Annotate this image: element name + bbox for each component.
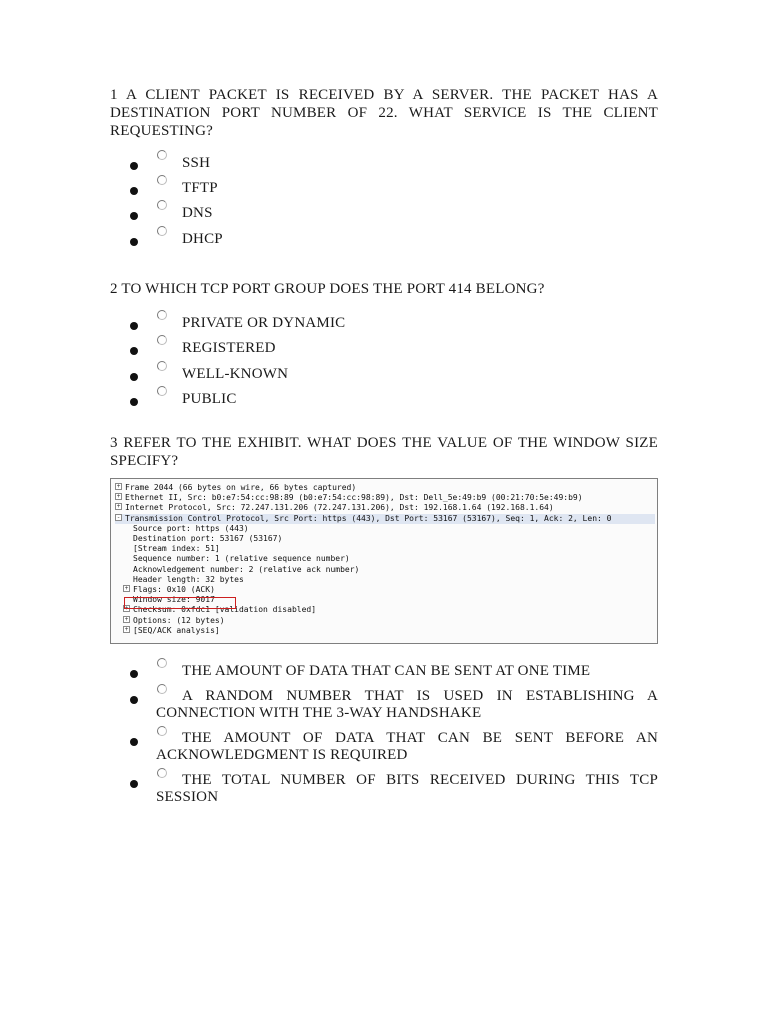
collapse-icon[interactable]: - — [116, 513, 121, 521]
radio-button-icon[interactable] — [157, 386, 167, 396]
packet-detail-row[interactable] — [123, 585, 215, 595]
option-label: A RANDOM NUMBER THAT IS USED IN ESTABLISHING A CONNECTION WITH THE 3-WAY HANDSHAKE — [156, 688, 658, 721]
option-label: THE AMOUNT OF DATA THAT CAN BE SENT BEFORE AN ACKNOWLEDGMENT IS REQUIRED — [156, 730, 658, 763]
packet-detail-text: Flags: 0x10 (ACK) — [133, 585, 215, 594]
expand-icon[interactable]: + — [124, 625, 129, 633]
option-label: THE AMOUNT OF DATA THAT CAN BE SENT AT ONE TIME — [182, 663, 591, 679]
bullet-icon — [130, 212, 138, 220]
radio-button-icon[interactable] — [157, 175, 167, 185]
expand-icon[interactable]: + — [116, 503, 121, 511]
bullet-icon — [130, 373, 138, 381]
radio-button-icon[interactable] — [157, 150, 167, 160]
packet-detail-text: Destination port: 53167 (53167) — [133, 534, 283, 543]
q3-option-random-number[interactable] — [0, 688, 768, 724]
packet-detail-text: Acknowledgement number: 2 (relative ack number) — [133, 564, 360, 574]
question-1-text: 1 A CLIENT PACKET IS RECEIVED BY A SERVER. THE PACKET HAS A DESTINATION PORT NUMBER OF 22. WHAT SERVICE IS THE CLIENT REQUESTING? — [110, 87, 658, 139]
radio-button-icon[interactable] — [157, 200, 167, 210]
q1-option-ssh[interactable] — [0, 154, 768, 176]
packet-detail-text: Source port: https (443) — [133, 523, 249, 533]
q1-option-dns[interactable] — [0, 204, 768, 226]
q2-option-well-known[interactable] — [0, 365, 768, 387]
packet-detail-row[interactable] — [123, 616, 225, 626]
bullet-icon — [130, 238, 138, 246]
packet-detail-row[interactable] — [115, 483, 356, 493]
q2-option-private-or-dynamic[interactable] — [0, 314, 768, 336]
bullet-icon — [130, 347, 138, 355]
radio-button-icon[interactable] — [157, 310, 167, 320]
packet-detail-row[interactable] — [115, 514, 655, 524]
q1-option-dhcp[interactable] — [0, 230, 768, 252]
q1-option-tftp[interactable] — [0, 179, 768, 201]
packet-detail-row[interactable] — [133, 575, 244, 585]
bullet-icon — [130, 398, 138, 406]
option-label: TFTP — [182, 180, 218, 196]
bullet-icon — [130, 780, 138, 788]
packet-detail-row[interactable] — [133, 565, 359, 575]
packet-detail-text: [SEQ/ACK analysis] — [133, 625, 220, 635]
packet-detail-row[interactable] — [133, 554, 350, 564]
expand-icon[interactable]: + — [116, 483, 121, 490]
packet-detail-text: Ethernet II, Src: b0:e7:54:cc:98:89 (b0:e7:54:cc:98:89), Dst: Dell_5e:49:b9 (00:21:70:5e:49:b9) — [125, 493, 583, 503]
expand-icon[interactable]: + — [116, 493, 121, 501]
radio-button-icon[interactable] — [157, 226, 167, 236]
option-label: PRIVATE OR DYNAMIC — [182, 315, 346, 331]
option-label: PUBLIC — [182, 391, 237, 407]
option-label: REGISTERED — [182, 340, 276, 356]
option-label: DHCP — [182, 231, 223, 247]
expand-icon[interactable]: + — [124, 615, 129, 623]
radio-button-icon[interactable] — [157, 361, 167, 371]
expand-icon[interactable]: + — [124, 585, 129, 592]
radio-button-icon[interactable] — [157, 335, 167, 345]
q3-option-amount-at-one-time[interactable] — [0, 662, 768, 684]
q3-option-total-bits[interactable] — [0, 772, 768, 808]
packet-detail-text: Window size: 9017 — [133, 595, 215, 605]
packet-detail-text: Sequence number: 1 (relative sequence number) — [133, 554, 350, 564]
packet-capture-exhibit — [110, 478, 658, 644]
bullet-icon — [130, 670, 138, 678]
packet-detail-text: Header length: 32 bytes — [133, 574, 244, 584]
packet-detail-text: Transmission Control Protocol, Src Port: https (443), Dst Port: 53167 (53167), Seq: 1, Ack: 2, Len: 0 — [125, 513, 612, 523]
q2-option-registered[interactable] — [0, 339, 768, 361]
bullet-icon — [130, 322, 138, 330]
packet-detail-row[interactable] — [133, 534, 282, 544]
packet-detail-text: [Stream index: 51] — [133, 544, 220, 554]
q2-option-public[interactable] — [0, 390, 768, 412]
packet-detail-row[interactable] — [115, 493, 583, 503]
question-2-text: 2 TO WHICH TCP PORT GROUP DOES THE PORT 414 BELONG? — [110, 281, 545, 297]
packet-detail-row[interactable] — [133, 544, 220, 554]
packet-detail-text: Internet Protocol, Src: 72.247.131.206 (72.247.131.206), Dst: 192.168.1.64 (192.168.1.64) — [125, 503, 554, 513]
option-label: THE TOTAL NUMBER OF BITS RECEIVED DURING THIS TCP SESSION — [156, 772, 658, 805]
q3-option-before-acknowledgment[interactable] — [0, 730, 768, 766]
option-label: DNS — [182, 205, 213, 221]
packet-detail-row[interactable] — [123, 626, 220, 636]
question-3-text: 3 REFER TO THE EXHIBIT. WHAT DOES THE VALUE OF THE WINDOW SIZE SPECIFY? — [110, 435, 658, 469]
bullet-icon — [130, 696, 138, 704]
packet-detail-text: Frame 2044 (66 bytes on wire, 66 bytes captured) — [125, 483, 357, 492]
option-label: WELL-KNOWN — [182, 366, 289, 382]
packet-detail-text: Checksum: 0xfdc1 [validation disabled] — [133, 605, 317, 615]
packet-detail-row[interactable] — [133, 524, 249, 534]
option-label: SSH — [182, 155, 211, 171]
packet-detail-text: Options: (12 bytes) — [133, 615, 225, 625]
bullet-icon — [130, 738, 138, 746]
radio-button-icon[interactable] — [157, 658, 167, 668]
bullet-icon — [130, 187, 138, 195]
expand-icon[interactable]: + — [124, 605, 129, 613]
packet-detail-row[interactable] — [115, 503, 554, 513]
bullet-icon — [130, 162, 138, 170]
window-size-highlight-box — [124, 597, 236, 609]
